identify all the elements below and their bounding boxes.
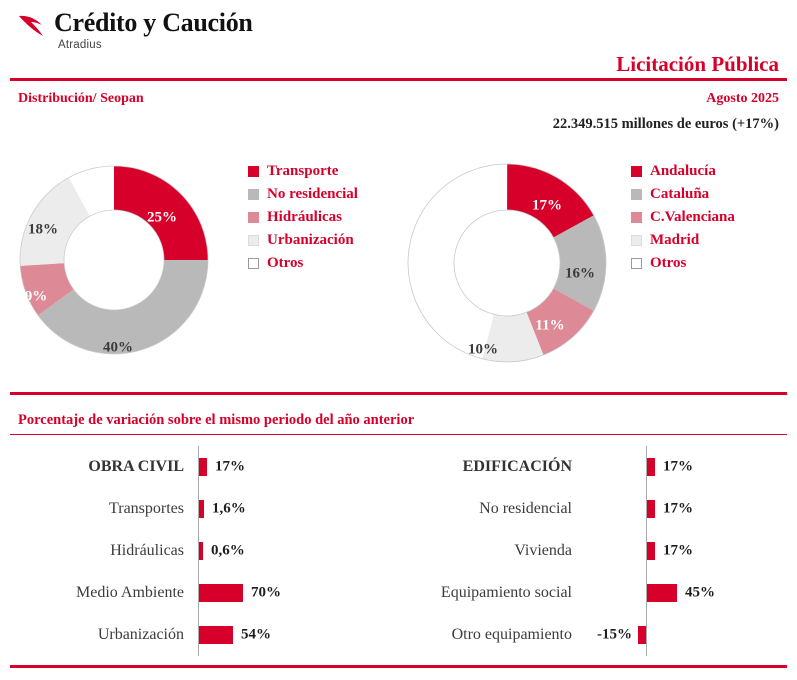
bar-row: [14, 614, 384, 656]
bar-zone: [647, 488, 782, 530]
bar-value-medio-ambiente: 70%: [251, 584, 281, 601]
bar-label-edificacion: EDIFICACIÓN: [462, 458, 572, 475]
bar-label-obra-civil: OBRA CIVIL: [88, 458, 184, 475]
legend-item: [631, 255, 735, 272]
legend-label-cvalenciana: C.Valenciana: [650, 209, 735, 225]
legend-swatch-cataluna: [631, 189, 642, 200]
variation-title: Porcentaje de variación sobre el mismo periodo del año anterior: [18, 412, 415, 428]
brand-name: Crédito y Caución: [54, 8, 253, 37]
bar-zone: [647, 572, 782, 614]
bar-value-hidraulicas: 0,6%: [211, 542, 245, 559]
legend-item: [631, 209, 735, 226]
bars-panel-obra-civil: [14, 446, 384, 656]
bar-zone: [647, 614, 782, 656]
bar-label-urbanizacion: Urbanización: [97, 626, 184, 643]
bar-label-otro-equipamiento: Otro equipamiento: [451, 626, 572, 643]
bar-negative-zone: [586, 530, 646, 572]
bar-zone: [199, 614, 384, 656]
bar-fill-vivienda: [647, 542, 655, 560]
legend-label-andalucia: Andalucía: [650, 163, 716, 179]
bars-panel-edificacion: [372, 446, 782, 656]
legend-comunidad: [631, 163, 735, 278]
legend-swatch-transporte: [248, 166, 259, 177]
bar-fill-no-residencial: [647, 500, 655, 518]
bar-fill-edificacion: [647, 458, 655, 476]
donut-chart-comunidad: [402, 158, 612, 368]
page-title: Licitación Pública: [616, 52, 779, 76]
total-amount: 22.349.515 millones de euros (+17%): [552, 116, 779, 132]
brand-subtitle: Atradius: [58, 39, 102, 51]
legend-swatch-otros-ccaa: [631, 258, 642, 269]
legend-label-cataluna: Cataluña: [650, 186, 710, 202]
divider-variation-top: [10, 392, 787, 395]
bird-mark-icon: [18, 12, 48, 40]
legend-item: [248, 255, 358, 272]
bar-negative-zone: [586, 614, 646, 656]
bar-negative-zone: [586, 488, 646, 530]
bar-zone: [199, 530, 384, 572]
legend-item: [248, 232, 358, 249]
legend-item: [631, 163, 735, 180]
bar-label-vivienda: Vivienda: [514, 542, 572, 559]
bar-row: [372, 488, 782, 530]
bar-row: [14, 446, 384, 488]
bar-label-hidraulicas: Hidráulicas: [110, 542, 184, 559]
legend-label-urbanizacion: Urbanización: [267, 232, 354, 248]
donut-label-hidraulicas: 9%: [24, 288, 48, 305]
donut-label-cataluna: 16%: [565, 265, 595, 282]
bar-fill-urbanizacion: [199, 626, 233, 644]
divider-variation-under-title: [10, 434, 787, 435]
legend-label-madrid: Madrid: [650, 232, 700, 248]
bar-row: [14, 530, 384, 572]
legend-tipologia: [248, 163, 358, 278]
donut-label-transporte: 25%: [147, 209, 177, 226]
bar-negative-zone: [586, 572, 646, 614]
bar-label-transportes: Transportes: [109, 500, 184, 517]
legend-swatch-cvalenciana: [631, 212, 642, 223]
bar-row: [372, 572, 782, 614]
donut-label-no-residencial: 40%: [103, 339, 133, 356]
section-label-date: Agosto 2025: [706, 91, 779, 106]
bar-fill-transportes: [199, 500, 204, 518]
bar-value-transportes: 1,6%: [212, 500, 246, 517]
legend-item: [631, 186, 735, 203]
legend-label-hidraulicas: Hidráulicas: [267, 209, 343, 225]
legend-swatch-madrid: [631, 235, 642, 246]
donut-label-urbanizacion: 18%: [28, 221, 58, 238]
legend-swatch-andalucia: [631, 166, 642, 177]
bar-value-edificacion: 17%: [663, 458, 693, 475]
donut-label-andalucia: 17%: [532, 197, 562, 214]
bar-row: [372, 446, 782, 488]
bar-row: [372, 530, 782, 572]
legend-item: [248, 186, 358, 203]
legend-label-no-residencial: No residencial: [267, 186, 358, 202]
bar-row: [14, 572, 384, 614]
legend-label-otros: Otros: [267, 255, 304, 271]
brand-block: [18, 8, 253, 51]
legend-swatch-no-residencial: [248, 189, 259, 200]
section-label-distribution: Distribución/ Seopan: [18, 91, 144, 106]
bar-fill-medio-ambiente: [199, 584, 243, 602]
divider-top: [10, 78, 787, 81]
bar-zone: [647, 446, 782, 488]
bar-zone: [647, 530, 782, 572]
legend-label-transporte: Transporte: [267, 163, 339, 179]
bar-value-otro-equipamiento: -15%: [597, 626, 632, 643]
legend-label-otros-ccaa: Otros: [650, 255, 687, 271]
bar-fill-otro-equipamiento: [638, 626, 646, 644]
bar-value-vivienda: 17%: [663, 542, 693, 559]
bar-fill-obra-civil: [199, 458, 207, 476]
bar-value-obra-civil: 17%: [215, 458, 245, 475]
bar-zone: [199, 446, 384, 488]
bar-zone: [199, 488, 384, 530]
bar-label-no-residencial: No residencial: [479, 500, 572, 517]
donut-label-madrid: 10%: [468, 341, 498, 358]
bar-row: [14, 488, 384, 530]
donut-label-cvalenciana: 11%: [535, 317, 565, 334]
bar-label-equipamiento-social: Equipamiento social: [440, 584, 572, 601]
legend-item: [248, 163, 358, 180]
legend-item: [248, 209, 358, 226]
legend-swatch-urbanizacion: [248, 235, 259, 246]
legend-swatch-hidraulicas: [248, 212, 259, 223]
bar-zone: [199, 572, 384, 614]
divider-footer: [10, 665, 787, 668]
bar-fill-hidraulicas: [199, 542, 203, 560]
bar-negative-zone: [586, 446, 646, 488]
legend-item: [631, 232, 735, 249]
bar-label-medio-ambiente: Medio Ambiente: [76, 584, 184, 601]
bar-value-equipamiento-social: 45%: [685, 584, 715, 601]
legend-swatch-otros: [248, 258, 259, 269]
bar-value-no-residencial: 17%: [663, 500, 693, 517]
bar-row: [372, 614, 782, 656]
bar-fill-equipamiento-social: [647, 584, 677, 602]
bar-value-urbanizacion: 54%: [241, 626, 271, 643]
donut-chart-tipologia: [14, 160, 214, 360]
